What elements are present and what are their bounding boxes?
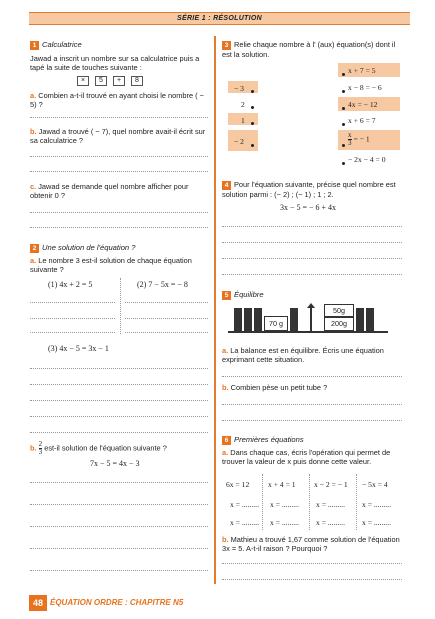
ex3-number-item: − 3 (234, 84, 244, 93)
answer-slot[interactable]: x = ......... (270, 518, 299, 527)
ex6-heading (222, 435, 304, 445)
answer-line[interactable] (125, 302, 208, 303)
balance-figure (228, 300, 388, 340)
tube (356, 308, 364, 331)
ex2-number: 2 (30, 244, 39, 253)
ex6-equation: x + 4 = 1 (268, 480, 296, 489)
ex6-number: 6 (222, 436, 231, 445)
link-dot[interactable] (342, 107, 345, 110)
answer-line[interactable] (30, 302, 115, 303)
ex4-equation: 3x − 5 = − 6 + 4x (280, 203, 337, 212)
ex1-question-c: c. Jawad se demande quel nombre afficher pour obtenir 0 ? (30, 182, 189, 200)
ex1-title: Calculatrice (42, 40, 82, 49)
link-dot[interactable] (251, 90, 254, 93)
ex2-heading (30, 243, 136, 253)
x-over-3-fraction: $\frac{x}{3}$ (348, 131, 352, 147)
chapter-label: ÉQUATION ORDRE : CHAPITRE N5 (50, 598, 184, 607)
answer-slot[interactable]: x = ......... (316, 500, 345, 509)
answer-line[interactable] (30, 384, 208, 385)
tube (366, 308, 374, 331)
answer-slot[interactable]: x = ......... (270, 500, 299, 509)
answer-line[interactable] (222, 420, 402, 421)
answer-line[interactable] (30, 548, 208, 549)
ex3-intro: 3 Relie chaque nombre à l' (aux) équation(s) dont il est la solution. (222, 40, 396, 59)
link-dot[interactable] (342, 90, 345, 93)
ex5-heading (222, 290, 264, 300)
answer-line[interactable] (30, 212, 208, 213)
balance-pivot (310, 307, 312, 331)
column-divider (214, 36, 216, 584)
answer-slot[interactable]: x = ......... (230, 518, 259, 527)
link-dot[interactable] (342, 73, 345, 76)
calculator-keys (74, 75, 146, 86)
ex6-question-b: b. Mathieu a trouvé 1,67 comme solution de l'équation 3x = 5. A-t-il raison ? Pourquoi ? (222, 535, 400, 553)
answer-line[interactable] (222, 242, 402, 243)
two-thirds-fraction: $\frac{2}{3}$ (38, 440, 43, 456)
answer-line[interactable] (222, 579, 402, 580)
ex2-equation-2: (2) 7 − 5x = − 8 (137, 280, 188, 289)
link-dot[interactable] (342, 144, 345, 147)
answer-line[interactable] (30, 482, 208, 483)
ex5-question-b: b. Combien pèse un petit tube ? (222, 383, 328, 392)
weight-70g: 70 g (264, 316, 288, 331)
answer-line[interactable] (30, 368, 208, 369)
weight-200g: 200g (324, 317, 354, 331)
answer-line[interactable] (30, 570, 208, 571)
ex1-number: 1 (30, 41, 39, 50)
ex2-equation-1: (1) 4x + 2 = 5 (48, 280, 93, 289)
tube (234, 308, 242, 331)
ex2-question-a: a. Le nombre 3 est-il solution de chaque équation suivante ? (30, 256, 192, 274)
ex3-number-item: 2 (241, 100, 245, 109)
ex2-equation-4: 7x − 5 = 4x − 3 (90, 459, 140, 468)
answer-line[interactable] (30, 156, 208, 157)
answer-slot[interactable]: x = ......... (362, 500, 391, 509)
ex3-equation-item: x − 8 = − 6 (348, 83, 382, 92)
ex6-equation: − 5x = 4 (362, 480, 388, 489)
ex6-question-a: a. Dans chaque cas, écris l'opération qui permet de trouver la valeur de x puis donne cette valeur. (222, 448, 391, 466)
answer-line[interactable] (30, 227, 208, 228)
answer-line[interactable] (30, 117, 208, 118)
answer-line[interactable] (30, 171, 208, 172)
link-dot[interactable] (251, 122, 254, 125)
key-5: 5 (95, 76, 107, 86)
answer-line[interactable] (222, 226, 402, 227)
answer-line[interactable] (30, 526, 208, 527)
page-number: 48 (29, 595, 47, 611)
series-title: SÉRIE 1 : RÉSOLUTION (177, 15, 262, 22)
ex1-heading (30, 40, 82, 50)
ex3-equation-item: 4x = − 12 (348, 100, 378, 109)
answer-line[interactable] (30, 400, 208, 401)
ex5-number: 5 (222, 291, 231, 300)
ex1-question-a: a. Combien a-t-il trouvé en ayant choisi le nombre ( − 5) ? (30, 91, 204, 109)
grid-divider (356, 474, 357, 530)
tube (254, 308, 262, 331)
grid-divider (262, 474, 263, 530)
answer-line[interactable] (222, 258, 402, 259)
tube (290, 308, 298, 331)
link-dot[interactable] (342, 162, 345, 165)
ex2-equation-3: (3) 4x − 5 = 3x − 1 (48, 344, 109, 353)
balance-beam (228, 331, 388, 333)
ex6-equation: 6x = 12 (226, 480, 250, 489)
answer-line[interactable] (30, 332, 115, 333)
key-8: 8 (131, 76, 143, 86)
ex4-number: 4 (222, 181, 231, 190)
ex6-equation-grid (222, 474, 404, 530)
answer-line[interactable] (222, 274, 402, 275)
ex3-number: 3 (222, 41, 231, 50)
ex6-equation: x − 2 = − 1 (314, 480, 348, 489)
answer-line[interactable] (125, 332, 208, 333)
ex3-equation-item: x + 6 = 7 (348, 116, 376, 125)
link-dot[interactable] (251, 106, 254, 109)
ex1-question-b: b. Jawad a trouvé ( − 7), quel nombre avait-il écrit sur sa calculatrice ? (30, 127, 206, 145)
ex1-intro: Jawad a inscrit un nombre sur sa calculatrice puis a tapé la suite de touches suivante : (30, 54, 200, 72)
ex5-question-a: a. La balance est en équilibre. Écris une équation exprimant cette situation. (222, 346, 384, 364)
ex3-equation-item: $\frac{x}{3}$ = − 1 (348, 131, 370, 147)
ex2-question-b: b. $\frac{2}{3}$ est-il solution de l'équation suivante ? (30, 440, 167, 456)
answer-slot[interactable]: x = ......... (316, 518, 345, 527)
key-plus: + (113, 76, 125, 86)
answer-line[interactable] (30, 432, 208, 433)
ex4-intro: 4 Pour l'équation suivante, précise quel nombre est solution parmi : (− 2) ; (− 1) ; 1 ; 2. (222, 180, 396, 199)
link-dot[interactable] (342, 123, 345, 126)
answer-line[interactable] (222, 563, 402, 564)
answer-slot[interactable]: x = ......... (362, 518, 391, 527)
tube (244, 308, 252, 331)
answer-line[interactable] (222, 376, 402, 377)
ex3-number-item: − 2 (234, 137, 244, 146)
answer-line[interactable] (30, 416, 208, 417)
series-header-band (29, 12, 410, 25)
ex6-title: Premières équations (234, 435, 304, 444)
weight-50g: 50g (324, 304, 354, 317)
answer-line[interactable] (125, 318, 208, 319)
ex3-equation-item: x + 7 = 5 (348, 66, 376, 75)
sub-divider (120, 278, 121, 334)
answer-line[interactable] (30, 504, 208, 505)
pivot-arrow (307, 303, 315, 308)
key-times: × (77, 76, 89, 86)
link-dot[interactable] (251, 144, 254, 147)
ex5-title: Équilibre (234, 290, 264, 299)
answer-line[interactable] (30, 318, 115, 319)
answer-slot[interactable]: x = ......... (230, 500, 259, 509)
grid-divider (309, 474, 310, 530)
answer-line[interactable] (222, 404, 402, 405)
ex2-title: Une solution de l'équation ? (42, 243, 136, 252)
ex3-number-item: 1 (241, 116, 245, 125)
ex3-equation-item: − 2x − 4 = 0 (348, 155, 386, 164)
